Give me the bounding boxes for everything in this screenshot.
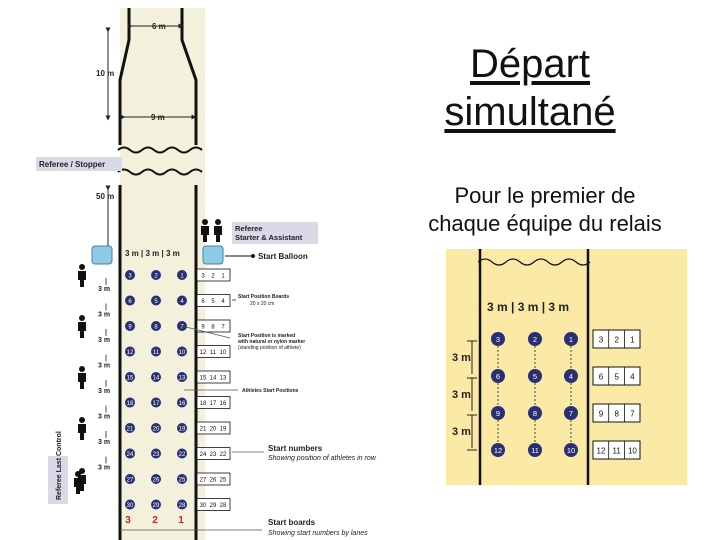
zoom-start-position [564, 406, 578, 420]
distance-50-label: 50 m [96, 192, 115, 201]
start-board-number: 5 [211, 299, 215, 305]
start-position-number: 19 [178, 426, 186, 433]
start-board-number: 3 [201, 273, 205, 280]
subtitle-line-2: chaque équipe du relais [428, 211, 662, 236]
start-position [151, 270, 161, 280]
zoom-spacing-label: 3 m [452, 389, 471, 401]
zoom-start-position [491, 332, 505, 346]
start-position-number: 3 [128, 273, 132, 280]
start-position [177, 449, 187, 459]
zoom-start-number: 9 [495, 409, 501, 418]
start-board-number: 16 [219, 401, 227, 407]
start-position-number: 10 [178, 350, 186, 356]
start-position [125, 347, 135, 357]
last-control-label: Referee Last Control [56, 431, 63, 500]
zoom-start-number: 12 [493, 446, 503, 455]
start-board [197, 397, 230, 409]
start-position [151, 296, 161, 306]
start-position-number: 24 [126, 452, 134, 458]
start-position [151, 423, 161, 433]
zoom-start-number: 1 [568, 335, 574, 344]
zoom-board-number: 12 [596, 446, 606, 456]
start-position-number: 25 [178, 477, 186, 484]
start-board [197, 422, 230, 434]
zoom-start-position [564, 332, 578, 346]
title-line-1: Départ [469, 42, 591, 86]
start-position [151, 321, 161, 331]
start-board-number: 12 [199, 350, 207, 356]
subtitle-line-1: Pour le premier de [454, 183, 636, 208]
athlete-icon [78, 315, 86, 338]
zoom-board-number: 8 [614, 409, 619, 419]
start-board-number: 1 [221, 273, 225, 280]
start-position-number: 15 [126, 375, 134, 382]
zoom-start-number: 6 [495, 372, 501, 381]
start-numbers-title: Start numbers [268, 444, 323, 453]
spacing-label: 3 m [98, 413, 111, 421]
zoom-start-position [564, 443, 578, 457]
zoom-start-position [491, 443, 505, 457]
start-position [125, 372, 135, 382]
start-position-number: 2 [154, 273, 158, 280]
zoom-board-number: 4 [630, 372, 635, 382]
start-position-number: 8 [154, 324, 158, 331]
zoom-start-number: 5 [532, 372, 538, 381]
start-position [125, 449, 135, 459]
start-position-number: 17 [152, 401, 160, 407]
start-position [177, 500, 187, 510]
athlete-icon [78, 264, 86, 287]
start-board [197, 295, 230, 307]
lane-number-3: 3 [125, 515, 131, 526]
spacing-label: 3 m [98, 337, 111, 344]
start-position-marked-2: with natural or nylon marker [238, 339, 306, 345]
start-board-number: 21 [199, 426, 207, 433]
zoom-start-number: 2 [532, 335, 538, 344]
athlete-icon [78, 417, 86, 440]
zoom-spacing-label: 3 m [452, 426, 471, 438]
start-position [151, 474, 161, 484]
start-position [125, 270, 135, 280]
start-position [125, 423, 135, 433]
start-position-number: 4 [180, 299, 184, 305]
start-position-number: 28 [178, 503, 186, 509]
lane-header: 3 m | 3 m | 3 m [125, 249, 180, 258]
spacing-label: 3 m [98, 362, 111, 370]
width-mid-label: 9 m [151, 113, 165, 122]
start-position-number: 23 [152, 452, 160, 458]
start-position-number: 27 [126, 477, 134, 484]
spacing-label: 3 m [98, 311, 111, 319]
zoom-board-number: 10 [627, 446, 637, 456]
start-position-number: 16 [178, 401, 186, 407]
start-board-number: 4 [221, 299, 225, 305]
title-line-2: simultané [444, 90, 616, 134]
start-board [197, 499, 230, 511]
spacing-label: 3 m [98, 464, 111, 472]
start-position-marked-3: (standing position of athlete) [238, 345, 301, 351]
referee-stopper-label: Referee / Stopper [39, 160, 106, 169]
start-board-number: 8 [211, 324, 215, 331]
start-board-number: 29 [209, 503, 217, 509]
zoom-start-number: 10 [566, 446, 576, 455]
start-board-number: 11 [209, 350, 217, 356]
start-board [197, 269, 230, 281]
zoom-start-position [528, 369, 542, 383]
start-position [177, 474, 187, 484]
zoom-start-number: 8 [532, 409, 538, 418]
zoom-start-board [593, 367, 640, 385]
start-position-number: 29 [152, 503, 160, 509]
zoom-start-board [593, 330, 640, 348]
zoom-lane-header: 3 m | 3 m | 3 m [487, 300, 570, 314]
start-position [177, 372, 187, 382]
start-position-number: 12 [126, 350, 134, 356]
zoom-board-number: 1 [630, 335, 635, 345]
athletes-start-positions-label: Athletes Start Positions [242, 388, 299, 394]
start-position-number: 6 [128, 299, 132, 305]
start-position-number: 11 [152, 350, 160, 356]
zoom-start-position [528, 443, 542, 457]
athlete-icon [78, 366, 86, 389]
start-board-number: 23 [209, 452, 217, 458]
zoom-start-number: 11 [531, 446, 539, 455]
start-board-number: 14 [209, 375, 217, 382]
start-position [125, 296, 135, 306]
start-position [177, 423, 187, 433]
start-position [177, 270, 187, 280]
start-position [151, 398, 161, 408]
zoom-start-number: 7 [568, 409, 574, 418]
start-position-number: 30 [126, 503, 134, 509]
start-position-number: 7 [180, 324, 184, 331]
zoom-board-number: 6 [598, 372, 604, 382]
start-board-number: 6 [201, 299, 205, 305]
start-board [197, 320, 230, 332]
start-position-number: 1 [180, 273, 184, 280]
start-position-number: 20 [152, 426, 160, 433]
start-board [197, 371, 230, 383]
zoom-board-number: 9 [598, 409, 604, 419]
start-board [197, 473, 230, 485]
start-board-number: 15 [199, 375, 207, 382]
start-position-marked-1: Start Position is marked [238, 333, 296, 339]
start-board-number: 28 [219, 503, 227, 509]
start-position [151, 347, 161, 357]
start-position [151, 372, 161, 382]
zoom-start-number: 4 [568, 372, 574, 381]
start-board-number: 17 [209, 401, 217, 407]
start-board-number: 27 [199, 477, 207, 484]
start-position-number: 21 [126, 426, 134, 433]
start-position-number: 13 [178, 375, 186, 382]
start-position-number: 14 [152, 375, 160, 382]
start-board-number: 22 [219, 452, 227, 458]
spacing-label: 3 m [98, 439, 111, 446]
zoom-start-board [593, 441, 640, 459]
start-board-number: 26 [209, 477, 217, 484]
start-position-number: 26 [152, 477, 160, 484]
zoom-board-number: 11 [612, 446, 621, 456]
start-numbers-desc: Showing position of athletes in row [268, 455, 376, 462]
zoom-start-position [528, 332, 542, 346]
start-board [197, 346, 230, 358]
lane-number-1: 1 [178, 515, 184, 526]
start-position [151, 500, 161, 510]
start-position [125, 321, 135, 331]
zoom-start-position [491, 369, 505, 383]
start-board-number: 18 [199, 401, 207, 407]
start-position-number: 5 [154, 299, 158, 305]
height-top-label: 10 m [96, 69, 115, 78]
zoom-board-number: 3 [598, 335, 604, 345]
zoom-start-board [593, 404, 640, 422]
zoom-start-position [491, 406, 505, 420]
start-boards-title: Start boards [268, 518, 316, 527]
start-position [177, 347, 187, 357]
start-board-number: 7 [221, 324, 225, 331]
zoom-start-number: 3 [495, 335, 501, 344]
start-position-boards-label: Start Position Boards [238, 294, 290, 300]
start-board-number: 19 [219, 426, 227, 433]
board-size-label: 20 x 20 cm [250, 301, 275, 307]
start-position [177, 296, 187, 306]
zoom-spacing-label: 3 m [452, 352, 471, 364]
start-board-number: 10 [219, 350, 227, 356]
start-boards-desc: Showing start numbers by lanes [268, 530, 368, 537]
start-board-number: 9 [201, 324, 205, 331]
athletes-waiting [78, 264, 110, 491]
start-position [177, 398, 187, 408]
start-position [151, 449, 161, 459]
zoom-start-position [564, 369, 578, 383]
assistant-icon [214, 219, 222, 242]
width-top-label: 6 m [152, 22, 166, 31]
lane-number-2: 2 [152, 515, 158, 526]
start-position [125, 474, 135, 484]
start-board-number: 25 [219, 477, 227, 484]
start-board [197, 448, 230, 460]
start-balloon-label: Start Balloon [258, 252, 308, 261]
start-balloon-right [203, 246, 223, 264]
start-board-number: 13 [219, 375, 227, 382]
spacing-label: 3 m [98, 388, 111, 395]
zoom-board-number: 2 [614, 335, 619, 345]
start-board-number: 20 [209, 426, 217, 433]
start-position [125, 398, 135, 408]
referee-starter-line2: Starter & Assistant [235, 233, 303, 242]
start-board-number: 2 [211, 273, 215, 280]
referee-starter-line1: Referee [235, 224, 263, 233]
zoom-start-position [528, 406, 542, 420]
zoom-board-number: 5 [614, 372, 619, 382]
start-position-number: 9 [128, 324, 132, 331]
zoom-board-number: 7 [630, 409, 635, 419]
start-board-number: 24 [199, 452, 207, 458]
spacing-label: 3 m [98, 286, 111, 293]
start-balloon-left [92, 246, 112, 264]
start-board-number: 30 [199, 503, 207, 509]
start-position-number: 22 [178, 452, 186, 458]
start-position-number: 18 [126, 401, 134, 407]
start-position [125, 500, 135, 510]
